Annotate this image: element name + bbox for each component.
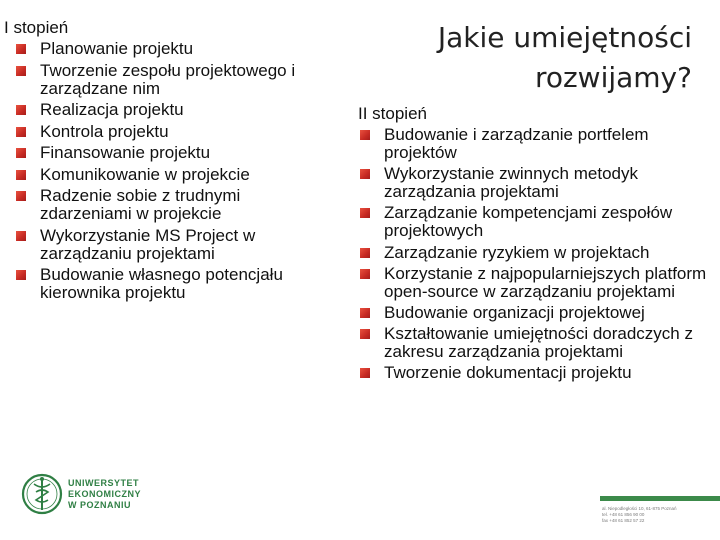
list-item-text: Tworzenie zespołu projektowego i zarządzane nim (40, 60, 296, 98)
second-level-column (358, 104, 708, 386)
list-item-text: Planowanie projektu (40, 39, 194, 58)
bullet-icon (16, 231, 26, 241)
list-item-text: Wykorzystanie zwinnych metodyk zarządzania projektami (384, 164, 638, 202)
slide-title-line2: rozwijamy? (534, 61, 692, 94)
university-name-line1: UNIWERSYTET (68, 478, 140, 488)
footer-phone: tel. +48 61 856 90 00 (602, 512, 645, 517)
list-item-text: Zarządzanie kompetencjami zespołów projektowych (384, 203, 673, 241)
list-item (358, 325, 708, 361)
list-item-text: Wykorzystanie MS Project w zarządzaniu projektami (40, 225, 256, 263)
list-item-text: Finansowanie projektu (40, 143, 211, 162)
university-name (68, 478, 141, 511)
university-name-line2: EKONOMICZNY (68, 489, 141, 499)
footer-fax: fax +48 61 852 57 22 (602, 518, 645, 523)
list-item (4, 266, 334, 302)
bullet-icon (360, 208, 370, 218)
footer-contact (602, 506, 677, 524)
skills-list (4, 40, 334, 302)
list-item (4, 40, 334, 58)
bullet-icon (16, 148, 26, 158)
bullet-icon (16, 105, 26, 115)
list-item (4, 101, 334, 119)
footer-divider (600, 496, 720, 501)
list-item (358, 364, 708, 382)
list-item (4, 144, 334, 162)
university-name-line3: W POZNANIU (68, 500, 131, 510)
university-logo (20, 470, 170, 520)
list-item (4, 166, 334, 184)
bullet-icon (360, 308, 370, 318)
bullet-icon (360, 329, 370, 339)
level-heading: II stopień (358, 104, 427, 123)
bullet-icon (360, 248, 370, 258)
list-item-text: Budowanie organizacji projektowej (384, 302, 645, 322)
slide-title-line1: Jakie umiejętności (437, 21, 692, 54)
bullet-icon (16, 270, 26, 280)
list-item (358, 244, 708, 262)
bullet-icon (16, 191, 26, 201)
list-item (4, 187, 334, 223)
list-item-text: Kształtowanie umiejętności doradczych z zakresu zarządzania projektami (384, 324, 693, 362)
skills-list (358, 126, 708, 382)
slide-title (438, 18, 692, 98)
list-item-text: Zarządzanie ryzykiem w projektach (384, 242, 650, 262)
bullet-icon (360, 368, 370, 378)
bullet-icon (16, 170, 26, 180)
list-item (4, 123, 334, 141)
bullet-icon (360, 169, 370, 179)
list-item-text: Korzystanie z najpopularniejszych platform open-source w zarządzaniu projektami (384, 263, 707, 301)
bullet-icon (360, 269, 370, 279)
list-item (358, 165, 708, 201)
bullet-icon (360, 130, 370, 140)
list-item (358, 126, 708, 162)
list-item-text: Budowanie własnego potencjału kierownika projektu (40, 265, 283, 302)
list-item-text: Tworzenie dokumentacji projektu (384, 363, 632, 383)
list-item (358, 304, 708, 322)
caduceus-emblem-icon (20, 470, 64, 518)
list-item (358, 265, 708, 301)
list-item (358, 204, 708, 240)
list-item-text: Radzenie sobie z trudnymi zdarzeniami w projekcie (40, 186, 241, 223)
bullet-icon (16, 44, 26, 54)
list-item-text: Kontrola projektu (40, 121, 169, 141)
bullet-icon (16, 127, 26, 137)
list-item-text: Budowanie i zarządzanie portfelem projektów (384, 125, 649, 162)
level-heading: I stopień (4, 18, 69, 37)
list-item (4, 62, 334, 98)
first-level-column (4, 18, 334, 306)
list-item (4, 227, 334, 263)
list-item-text: Komunikowanie w projekcie (40, 164, 250, 184)
bullet-icon (16, 66, 26, 76)
list-item-text: Realizacja projektu (40, 100, 184, 119)
footer-address: al. Niepodległości 10, 61-875 Poznań (602, 506, 677, 511)
